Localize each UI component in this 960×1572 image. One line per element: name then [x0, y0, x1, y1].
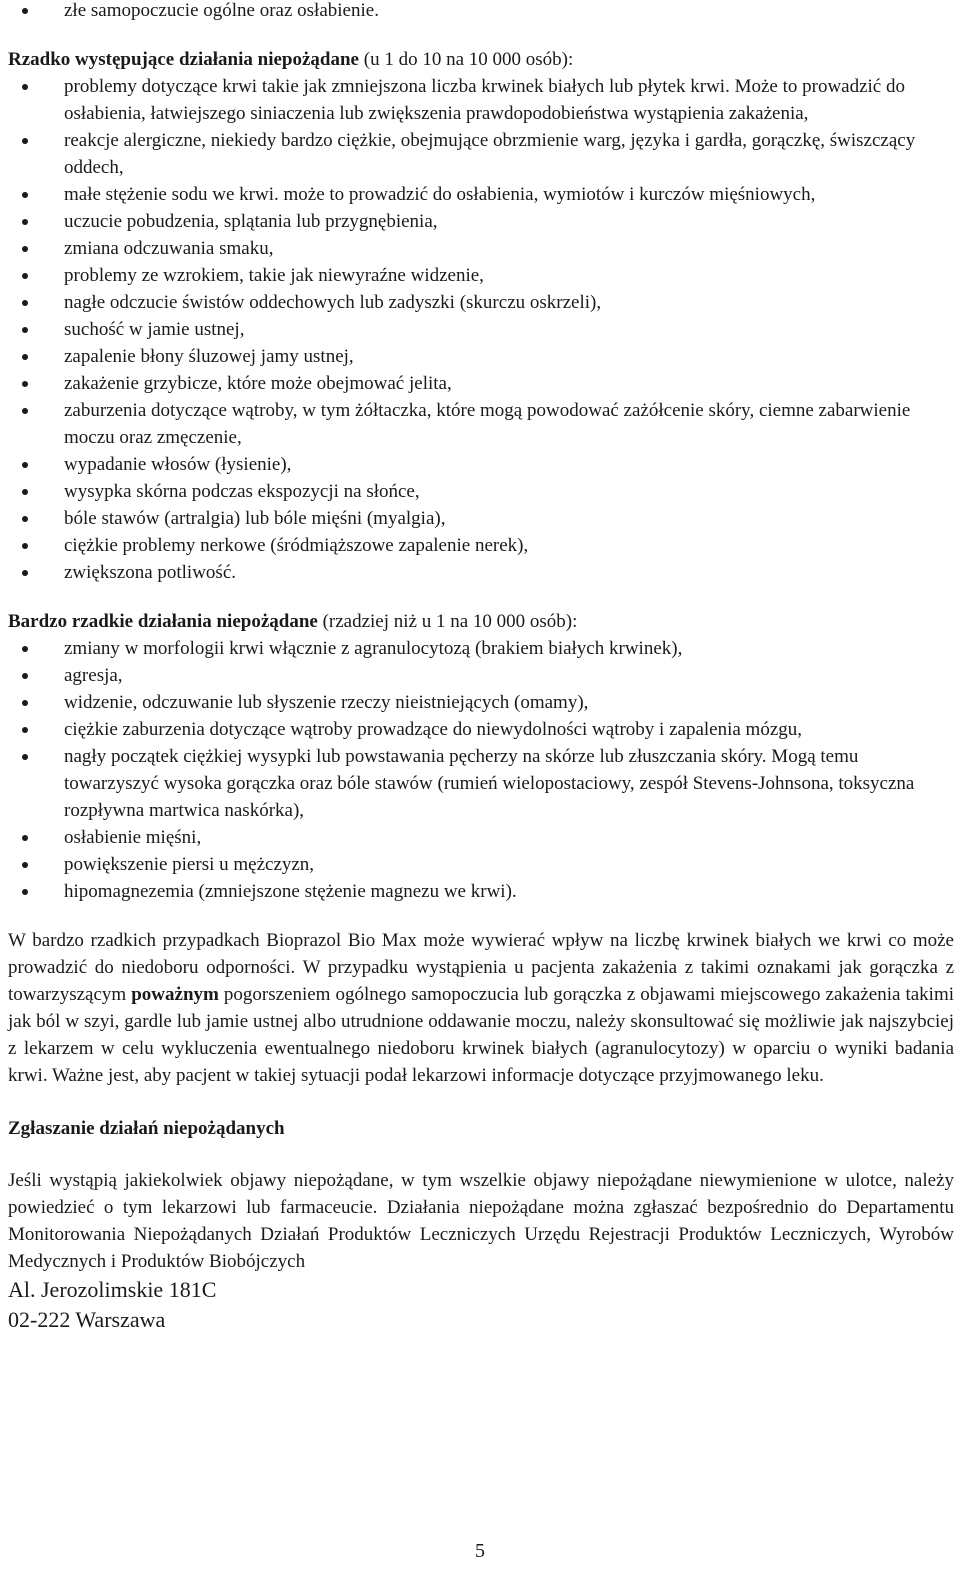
list-item-text: zapalenie błony śluzowej jamy ustnej, — [64, 346, 354, 367]
bullet-icon — [22, 354, 28, 360]
white-blood-cell-warning-paragraph — [0, 927, 960, 1089]
list-item — [0, 878, 960, 905]
list-item-text: problemy ze wzrokiem, takie jak niewyraźne widzenie, — [64, 265, 484, 286]
bullet-icon — [22, 646, 28, 652]
list-item-text: agresja, — [64, 665, 123, 686]
bullet-icon — [22, 84, 28, 90]
list-item — [0, 181, 960, 208]
bullet-icon — [22, 700, 28, 706]
list-item — [0, 208, 960, 235]
list-item — [0, 127, 960, 181]
bullet-icon — [22, 300, 28, 306]
bullet-icon — [22, 246, 28, 252]
very-rare-effects-heading — [0, 608, 960, 635]
bullet-icon — [22, 727, 28, 733]
list-item — [0, 478, 960, 505]
very-rare-heading-rest: (rzadziej niż u 1 na 10 000 osób): — [317, 611, 578, 632]
list-item — [0, 262, 960, 289]
list-item-text: hipomagnezemia (zmniejszone stężenie magnezu we krwi). — [64, 881, 517, 902]
list-item-text: zwiększona potliwość. — [64, 562, 237, 583]
bullet-icon — [22, 273, 28, 279]
list-item-text: ciężkie problemy nerkowe (śródmiąższowe zapalenie nerek), — [64, 535, 529, 556]
list-item — [0, 851, 960, 878]
list-item — [0, 635, 960, 662]
list-item-text: zmiany w morfologii krwi włącznie z agranulocytozą (brakiem białych krwinek), — [64, 638, 683, 659]
address-street: Al. Jerozolimskie 181C — [8, 1277, 217, 1302]
bullet-icon — [22, 862, 28, 868]
bullet-icon — [22, 8, 28, 14]
list-item-text: reakcje alergiczne, niekiedy bardzo ciężkie, obejmujące obrzmienie warg, języka i gardła, gorączkę, świszczący oddech, — [64, 130, 916, 178]
list-item — [0, 289, 960, 316]
list-item — [0, 824, 960, 851]
reporting-heading — [0, 1115, 960, 1142]
rare-heading-rest: (u 1 do 10 na 10 000 osób): — [359, 49, 574, 70]
list-item-text: uczucie pobudzenia, splątania lub przygnębienia, — [64, 211, 438, 232]
bullet-icon — [22, 570, 28, 576]
list-item — [0, 451, 960, 478]
bullet-icon — [22, 889, 28, 895]
bullet-icon — [22, 192, 28, 198]
top-bullet-list — [0, 0, 960, 24]
list-item — [0, 73, 960, 127]
bullet-icon — [22, 516, 28, 522]
list-item — [0, 370, 960, 397]
very-rare-effects-list — [0, 635, 960, 905]
list-item-text: złe samopoczucie ogólne oraz osłabienie. — [64, 0, 379, 21]
list-item-text: małe stężenie sodu we krwi. może to prowadzić do osłabienia, wymiotów i kurczów mięśniowych, — [64, 184, 816, 205]
list-item-text: zmiana odczuwania smaku, — [64, 238, 274, 259]
rare-heading-bold: Rzadko występujące działania niepożądane — [8, 49, 359, 70]
page-number: 5 — [475, 1540, 485, 1562]
list-item — [0, 316, 960, 343]
list-item-text: widzenie, odczuwanie lub słyszenie rzeczy nieistniejących (omamy), — [64, 692, 589, 713]
bullet-icon — [22, 754, 28, 760]
list-item — [0, 505, 960, 532]
bullet-icon — [22, 408, 28, 414]
list-item — [0, 343, 960, 370]
list-item-text: ciężkie zaburzenia dotyczące wątroby prowadzące do niewydolności wątroby i zapalenia mózgu, — [64, 719, 803, 740]
bullet-icon — [22, 673, 28, 679]
list-item-text: nagły początek ciężkiej wysypki lub powstawania pęcherzy na skórze lub złuszczania skóry. Mogą temu towarzyszyć wysoka gorączka oraz bóle stawów (rumień wielopostaciowy, zespół Stevens-Johnsona, toksyczna rozpływna martwica naskórka), — [64, 746, 915, 821]
list-item-text: powiększenie piersi u mężczyzn, — [64, 854, 315, 875]
list-item-text: nagłe odczucie świstów oddechowych lub zadyszki (skurczu oskrzeli), — [64, 292, 602, 313]
bullet-icon — [22, 543, 28, 549]
list-item — [0, 235, 960, 262]
warning-text-bold: poważnym — [131, 984, 219, 1005]
list-item — [0, 532, 960, 559]
list-item — [0, 559, 960, 586]
warning-text-part2: pogorszeniem ogólnego samopoczucia lub gorączka z objawami miejscowego zakażenia takimi jak ból w szyi, gardle lub jamie ustnej albo utrudnione oddawanie moczu, należy skonsultować się możliwie jak najszybciej z lekarzem w celu wykluczenia ewentualnego niedoboru krwinek białych (agranulocytozy) w oparciu o wyniki badania krwi. Ważne jest, aby pacjent w takiej sytuacji podał lekarzowi informacje dotyczące przyjmowanego leku. — [8, 984, 955, 1086]
list-item — [0, 0, 960, 24]
list-item — [0, 689, 960, 716]
list-item-text: problemy dotyczące krwi takie jak zmniejszona liczba krwinek białych lub płytek krwi. Może to prowadzić do osłabienia, łatwiejszego siniaczenia lub zwiększenia prawdopodobieństwa wystąpienia zakażenia, — [64, 76, 905, 124]
list-item-text: wypadanie włosów (łysienie), — [64, 454, 292, 475]
reporting-heading-text: Zgłaszanie działań niepożądanych — [8, 1118, 285, 1139]
bullet-icon — [22, 219, 28, 225]
list-item — [0, 662, 960, 689]
reporting-paragraph: Jeśli wystąpią jakiekolwiek objawy niepożądane, w tym wszelkie objawy niepożądane niewymienione w ulotce, należy powiedzieć o tym lekarzowi lub farmaceucie. Działania niepożądane można zgłaszać bezpośrednio do Departamentu Monitorowania Niepożądanych Działań Produktów Leczniczych Urzędu Rejestracji Produktów Leczniczych, Wyrobów Medycznych i Produktów Biobójczych — [8, 1170, 954, 1272]
list-item — [0, 743, 960, 824]
bullet-icon — [22, 138, 28, 144]
bullet-icon — [22, 327, 28, 333]
rare-effects-heading — [0, 46, 960, 73]
rare-effects-list — [0, 73, 960, 586]
bullet-icon — [22, 489, 28, 495]
bullet-icon — [22, 381, 28, 387]
list-item-text: zakażenie grzybicze, które może obejmować jelita, — [64, 373, 452, 394]
list-item — [0, 397, 960, 451]
list-item-text: osłabienie mięśni, — [64, 827, 202, 848]
list-item — [0, 716, 960, 743]
list-item-text: suchość w jamie ustnej, — [64, 319, 245, 340]
bullet-icon — [22, 835, 28, 841]
address-city: 02-222 Warszawa — [8, 1307, 166, 1332]
list-item-text: zaburzenia dotyczące wątroby, w tym żółtaczka, które mogą powodować zażółcenie skóry, ciemne zabarwienie moczu oraz zmęczenie, — [64, 400, 911, 448]
very-rare-heading-bold: Bardzo rzadkie działania niepożądane — [8, 611, 318, 632]
warning-text-part1: W bardzo rzadkich przypadkach Bioprazol Bio Max może wywierać wpływ na liczbę krwinek białych we krwi co może prowadzić do niedoboru odporności. W przypadku wystąpienia u pacjenta zakażenia z takimi oznakami jak gorączka z towarzyszącym — [8, 930, 954, 1005]
list-item-text: bóle stawów (artralgia) lub bóle mięśni (myalgia), — [64, 508, 446, 529]
list-item-text: wysypka skórna podczas ekspozycji na słońce, — [64, 481, 420, 502]
bullet-icon — [22, 462, 28, 468]
